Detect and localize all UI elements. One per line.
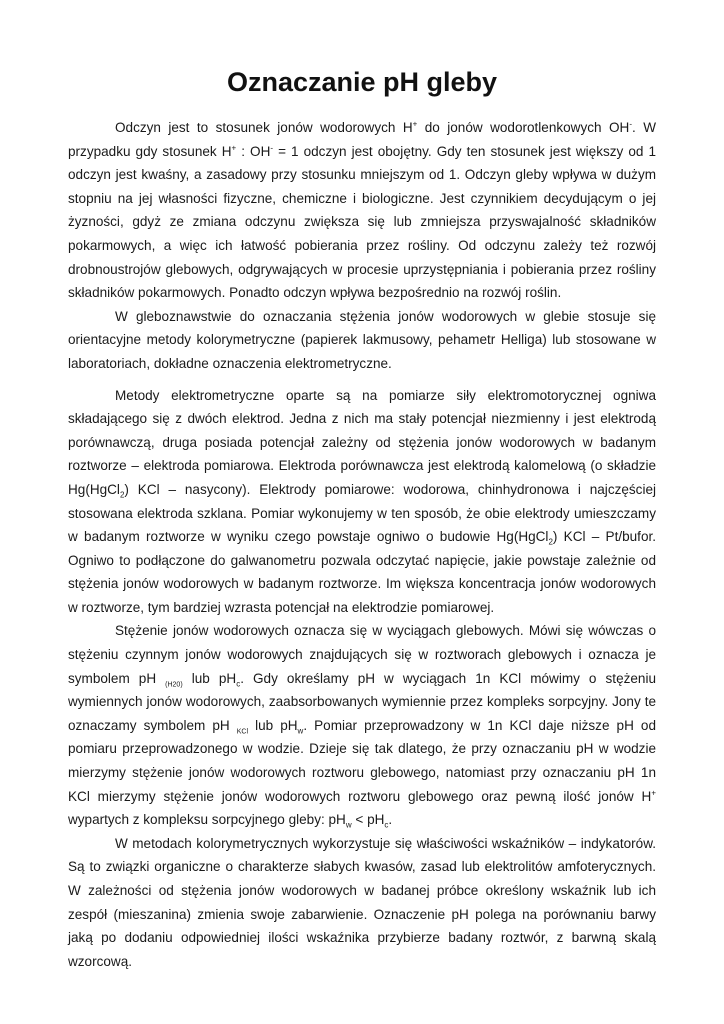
paragraph-odczyn <box>68 116 656 305</box>
text-run: lub pH <box>182 670 237 686</box>
text-run: . Gdy określamy pH w wyciągach 1n KCl mówimy o stężeniu wymiennych jonów wodorowych, zaabsorbowanych wymiennie przez kompleks sorpcyjny. Jony te oznaczamy symbolem pH <box>68 670 656 733</box>
paragraph-stezenie-jonow <box>68 619 656 831</box>
document-page <box>68 64 656 973</box>
text-run: wypartych z kompleksu sorpcyjnego gleby: pH <box>68 812 346 828</box>
paragraph-gleboznawstwo: W gleboznawstwie do oznaczania stężenia jonów wodorowych w glebie stosuje się orientacyjne metody kolorymetryczne (papierek lakmusowy, pehametr Helliga) lub stosowane w laboratoriach, dokładne oznaczenia elektrometryczne. <box>68 308 656 371</box>
subscript: c <box>384 820 389 830</box>
subscript: w <box>345 820 352 830</box>
text-run: < pH <box>351 812 385 828</box>
text-run: lub pH <box>248 717 298 733</box>
text-run: . W przypadku gdy stosunek H <box>68 120 656 159</box>
paragraph-metody-elektrometryczne <box>68 384 656 620</box>
text-run: Stężenie jonów wodorowych oznacza się w wyciągach glebowych. Mówi się wówczas o stężeniu czynnym jonów wodorowych znajdujących się w roztworach glebowych i oznacza je symbolem pH <box>68 623 656 686</box>
superscript: - <box>270 143 274 153</box>
text-run: do jonów wodorotlenkowych OH <box>417 120 630 135</box>
text-run: Metody elektrometryczne oparte są na pomiarze siły elektromotorycznej ogniwa składającego się z dwóch elektrod. Jedna z nich ma stały potencjał niezmienny i jest elektrodą porównawczą, druga posiada potencjał zależny od stężenia jonów wodorowych w badanym roztworze – elektroda pomiarowa. Elektroda porównawcza jest elektrodą kalomelową (o składzie Hg(HgCl <box>68 387 656 497</box>
text-run: ) KCl – Pt/bufor. Ogniwo to podłączone do galwanometru pozwala odczytać napięcie, jakie powstaje zależnie od stężenia jonów wodorowych w badanym roztworze. Im większa koncentracja jonów wodorowych w roztworze, tym bardziej wzrasta potencjał na elektrodzie pomiarowej. <box>68 529 656 615</box>
text-run: Odczyn jest to stosunek jonów wodorowych H <box>115 120 413 135</box>
subscript: 2 <box>119 490 125 500</box>
superscript: - <box>629 119 632 129</box>
subscript: KCl <box>236 728 249 736</box>
subscript: c <box>236 679 241 689</box>
superscript: + <box>412 119 418 129</box>
text-run: . Pomiar przeprowadzony w 1n KCl daje niższe pH od pomiaru przeprowadzonego w wodzie. Dzieje się tak dlatego, że przy oznaczaniu pH w wodzie mierzymy stężenie jonów wodorowych roztworu glebowego, natomiast przy oznaczaniu pH 1n KCl mierzymy stężenie jonów wodorowych roztworu glebowego oraz pewną ilość jonów H <box>68 717 656 804</box>
superscript: + <box>231 143 237 153</box>
paragraph-metody-kolorymetryczne: W metodach kolorymetrycznych wykorzystuje się właściwości wskaźników – indykatorów. Są to związki organiczne o charakterze słabych kwasów, zasad lub elektrolitów amfoterycznych. W zależności od stężenia jonów wodorowych w badanej próbce określony wskaźnik lub ich zespół (mieszanina) zmienia swoje zabarwienie. Oznaczenie pH polega na porównaniu barwy jaką po dodaniu odpowiedniej ilości wskaźnika przybierze badany roztwór, z barwną skalą wzorcową. <box>68 835 656 969</box>
subscript: 2 <box>548 537 553 547</box>
subscript: w <box>297 726 304 736</box>
page-title: Oznaczanie pH gleby <box>226 67 498 97</box>
text-run: : OH <box>236 143 271 159</box>
text-run: . <box>388 812 393 828</box>
superscript: + <box>651 788 656 798</box>
text-run: ) KCl – nasycony). Elektrody pomiarowe: wodorowa, chinhydronowa i najczęściej stosowana elektroda szklana. Pomiar wykonujemy w ten sposób, że obie elektrody umieszczamy w badanym roztworze w wyniku czego powstaje ogniwo o budowie Hg(HgCl <box>68 481 656 545</box>
text-run: = 1 odczyn jest obojętny. Gdy ten stosunek jest większy od 1 odczyn jest kwaśny, a zasadowy przy stosunku mniejszym od 1. Odczyn gleby wpływa w dużym stopniu na jej własności fizyczne, chemiczne i biologiczne. Jest czynnikiem decydującym o jej żyzności, gdyż ze zmiana odczynu zwiększa się lub zmniejsza przyswajalność składników pokarmowych, a więc ich łatwość pobierania przez rośliny. Od odczynu zależy też rozwój drobnoustrojów glebowych, odgrywających w procesie uprzystępniania i pobierania przez rośliny składników pokarmowych. Ponadto odczyn wpływa bezpośrednio na rozwój roślin. <box>68 143 657 301</box>
subscript: (H20) <box>165 681 183 689</box>
